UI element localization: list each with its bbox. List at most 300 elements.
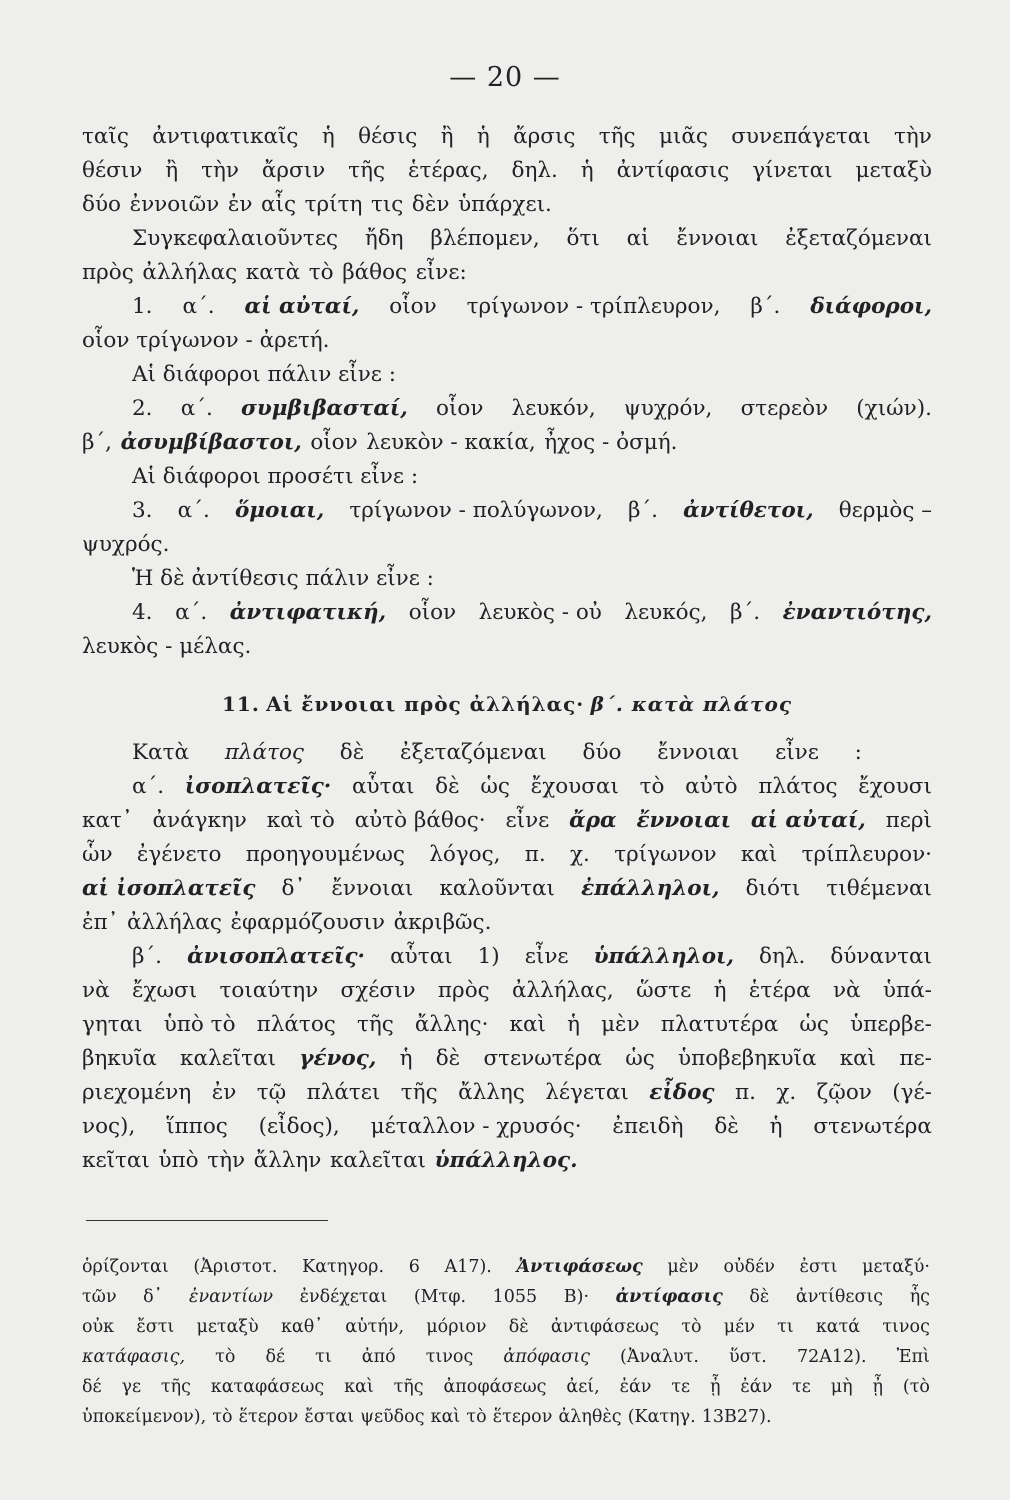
text-line xyxy=(82,906,932,940)
word: Α17). xyxy=(444,1257,492,1277)
word: (εἶδος), xyxy=(258,1114,340,1139)
word: ἡ xyxy=(769,1114,783,1139)
word: λέγεται xyxy=(545,1080,629,1105)
subheading-text: Ἡ δὲ ἀντίθεσις πάλιν εἶνε : xyxy=(132,566,434,591)
word: κατά xyxy=(815,1317,861,1337)
item-letter: β΄. xyxy=(750,294,781,319)
word: 1055 xyxy=(492,1287,538,1307)
word: ἐφαρμόζουσιν xyxy=(230,910,385,935)
word: Κατηγορ. xyxy=(302,1257,385,1277)
word: μόριον xyxy=(426,1317,487,1337)
term: Ἀντιφάσεως xyxy=(516,1257,643,1277)
item-letter: α΄. xyxy=(177,498,210,523)
word: τὸ xyxy=(639,774,665,799)
list-item-4 xyxy=(82,596,932,630)
word: (γέ- xyxy=(892,1080,932,1105)
footnote-line xyxy=(82,1252,930,1282)
list-item-2 xyxy=(82,392,932,426)
item-letter: β΄. xyxy=(730,600,761,625)
word: ὕστ. xyxy=(729,1347,767,1367)
word: γίνεται xyxy=(752,158,833,183)
word: ἔννοιαι xyxy=(676,226,759,251)
word: ἔννοιαι xyxy=(657,740,740,765)
word: ἄρσιν xyxy=(261,158,326,183)
word: ὡς xyxy=(799,1012,829,1037)
term: ὑπάλληλοι, xyxy=(593,944,734,969)
text-line xyxy=(82,222,932,256)
word: ἢ xyxy=(440,124,454,149)
word: καὶ xyxy=(740,842,778,867)
word: ἔχουσι xyxy=(858,774,932,799)
word: τῆς xyxy=(393,1377,424,1397)
word: καλεῖται xyxy=(180,1046,277,1071)
word: (Μτφ. xyxy=(413,1287,467,1307)
word: μεταξὺ xyxy=(855,158,932,183)
word: ἀπό xyxy=(361,1347,396,1367)
word: μὲν xyxy=(601,1012,640,1037)
word: ὑπὸ xyxy=(158,1148,199,1173)
word: ἀντίφασις xyxy=(616,158,730,183)
footnote-line xyxy=(82,1312,930,1342)
term: ἀντιφατική, xyxy=(229,600,387,625)
word: οἷον xyxy=(310,430,358,455)
section-subtitle: β΄. κατὰ πλάτος xyxy=(590,692,793,716)
word: τε xyxy=(792,1377,811,1397)
word: ἐάν xyxy=(619,1377,652,1397)
word: κεῖται xyxy=(82,1148,150,1173)
example: ἦχος - ὀσμή. xyxy=(544,430,678,455)
word: ψυχρόν, xyxy=(623,396,713,421)
item-number: 1. xyxy=(132,294,153,319)
word: ἄλλην xyxy=(253,1148,322,1173)
text-line xyxy=(82,426,932,460)
example: ψυχρός. xyxy=(82,532,170,557)
word: ζῷον xyxy=(816,1080,872,1105)
main-text xyxy=(82,120,932,1178)
item-number: 3. xyxy=(132,498,153,523)
footnote-line xyxy=(82,1402,930,1432)
word: τι xyxy=(315,1347,332,1367)
word: ὡς xyxy=(625,1046,655,1071)
word: δὲν xyxy=(411,192,450,217)
item-letter: β΄. xyxy=(132,944,163,969)
word: καταφάσεως xyxy=(210,1377,325,1397)
word: πλάτος xyxy=(256,1012,336,1037)
word: θέσις xyxy=(358,124,418,149)
word: πλατυτέρα xyxy=(660,1012,779,1037)
term: ὑπάλληλος. xyxy=(434,1148,578,1173)
text-line xyxy=(82,974,932,1008)
word: (Ἀριστοτ. xyxy=(193,1257,278,1277)
word: πλάτει xyxy=(306,1080,381,1105)
word: κατὰ xyxy=(245,260,301,285)
word: 13Β27). xyxy=(701,1407,772,1427)
text-line xyxy=(82,736,932,770)
word: πε- xyxy=(899,1046,932,1071)
word: πλάτος xyxy=(758,774,838,799)
word: συνεπάγεται xyxy=(731,124,871,149)
word: ἑτέρα xyxy=(748,978,811,1003)
word: ἀντιφάσεως xyxy=(550,1317,660,1337)
word: Β)· xyxy=(563,1287,590,1307)
word: ὑπὸ τὸ xyxy=(163,1012,236,1037)
word: μέν xyxy=(723,1317,755,1337)
word: δὲ xyxy=(714,1114,739,1139)
word: ἔχουσαι xyxy=(530,774,619,799)
term: ἐπάλληλοι, xyxy=(581,876,720,901)
word: εἶνε: xyxy=(415,260,467,285)
example: λευκὸς - μέλας. xyxy=(82,634,252,659)
word: οἷον xyxy=(389,294,437,319)
word: στενωτέρα xyxy=(813,1114,932,1139)
word: τὴν xyxy=(207,1148,246,1173)
word: π. xyxy=(524,842,546,867)
word: γηται xyxy=(82,1012,143,1037)
word: καὶ xyxy=(509,1012,546,1037)
term: κατάφασις, xyxy=(82,1347,186,1367)
word: δὲ xyxy=(339,740,365,765)
word: ὅτι xyxy=(566,226,600,251)
word: δ᾽ xyxy=(143,1287,163,1307)
word: 72Α12). xyxy=(796,1347,867,1367)
word: (χιών). xyxy=(856,396,932,421)
word: ταῖς xyxy=(82,124,129,149)
word: ἀεί, xyxy=(566,1377,600,1397)
item-number: 2. xyxy=(132,396,153,421)
term: ἰσοπλατεῖς· xyxy=(184,774,332,799)
word: στερεὸν xyxy=(740,396,829,421)
word: δὲ xyxy=(435,774,460,799)
page-number: — 20 — xyxy=(449,62,561,93)
word: ἄρσις xyxy=(513,124,576,149)
footnote-divider xyxy=(86,1220,328,1221)
word: ἐξεταζόμεναι xyxy=(785,226,932,251)
text-line xyxy=(82,872,932,906)
word: ἀλλήλας xyxy=(127,910,222,935)
word: ὡς xyxy=(480,774,510,799)
word: ἐν xyxy=(227,192,253,217)
word: μεταξύ· xyxy=(862,1257,930,1277)
example: τρίγωνον - πολύγωνον, xyxy=(349,498,603,523)
word: ἵππος xyxy=(166,1114,228,1139)
word: πρὸς xyxy=(82,260,134,285)
word: τι xyxy=(777,1317,794,1337)
word: ἡ xyxy=(567,1012,580,1037)
example: θερμὸς – xyxy=(838,498,932,523)
word: ἢ xyxy=(165,158,179,183)
word: δηλ. xyxy=(511,158,558,183)
word: μὴ xyxy=(830,1377,853,1397)
word: καὶ xyxy=(344,1377,374,1397)
text-line xyxy=(82,940,932,974)
word: αἱ xyxy=(626,226,650,251)
word: μὲν xyxy=(667,1257,699,1277)
word: ὑπάρχει. xyxy=(458,192,552,217)
section-heading xyxy=(82,664,932,736)
term: πλάτος xyxy=(224,740,304,765)
word: περὶ xyxy=(885,808,932,833)
text-line xyxy=(82,630,932,664)
subheading-text: Αἱ διάφοροι προσέτι εἶνε : xyxy=(132,464,419,489)
footnote-line xyxy=(82,1282,930,1312)
word: ἀντιφατικαῖς xyxy=(152,124,299,149)
word: τὸ xyxy=(308,260,334,285)
word: Συγκεφαλαιοῦντες xyxy=(132,226,339,251)
term: ἀντίφασις xyxy=(615,1287,723,1307)
word: χ. xyxy=(776,1080,797,1105)
word: ὁρίζονται xyxy=(82,1257,169,1277)
word: γε xyxy=(121,1377,142,1397)
word: τὴν xyxy=(894,124,932,149)
term: ἀσυμβίβαστοι, xyxy=(120,430,302,455)
subheading-text: Αἱ διάφοροι πάλιν εἶνε : xyxy=(132,362,396,387)
word: ἀλλήλας, xyxy=(512,978,614,1003)
word: δὲ xyxy=(508,1317,529,1337)
word: τοιαύτην xyxy=(219,978,319,1003)
word: εἶνε xyxy=(524,944,569,969)
text-line xyxy=(82,1110,932,1144)
word: τινος xyxy=(425,1347,474,1367)
word: δέ xyxy=(265,1347,286,1367)
item-letter: β΄, xyxy=(82,430,113,455)
term: ἔννοιαι xyxy=(636,808,732,833)
item-letter: β΄. xyxy=(627,498,658,523)
word: τῶν xyxy=(82,1287,117,1307)
term: διάφοροι, xyxy=(810,294,932,319)
word: ἀνάγκην xyxy=(152,808,247,833)
word: καὶ xyxy=(430,1407,461,1427)
word: τῆς xyxy=(356,1012,394,1037)
word: αἷς xyxy=(261,192,297,217)
word: δ᾽ xyxy=(281,876,306,901)
word: οὐδέν xyxy=(723,1257,775,1277)
word: εἶνε xyxy=(775,740,819,765)
word: τινος xyxy=(882,1317,930,1337)
word: δύο xyxy=(82,192,121,217)
word: ἤδη xyxy=(364,226,404,251)
word: δὲ xyxy=(435,1046,461,1071)
text-line xyxy=(82,838,932,872)
word: : xyxy=(854,740,862,765)
word: νὰ xyxy=(832,978,861,1003)
word: ἐστι xyxy=(799,1257,838,1277)
term: αἱ ἰσοπλατεῖς xyxy=(82,876,256,901)
word: τὸ xyxy=(215,1347,236,1367)
word: ὧν xyxy=(82,842,113,867)
word: τις xyxy=(370,192,404,217)
word: εἶνε xyxy=(505,808,550,833)
word: καὶ xyxy=(839,1046,877,1071)
word: τρίπλευρον· xyxy=(801,842,932,867)
term: συμβιβασταί, xyxy=(241,396,408,421)
item-letter: α΄. xyxy=(175,600,208,625)
word: ᾖ xyxy=(872,1377,883,1397)
word: ἐπ᾽ xyxy=(82,910,119,935)
word: ὑπερβε- xyxy=(850,1012,932,1037)
word: οἷον xyxy=(408,600,457,625)
word: ἔσται xyxy=(304,1407,355,1427)
word: τῆς xyxy=(348,158,385,183)
word: (Ἀναλυτ. xyxy=(620,1347,699,1367)
word: ἀληθὲς xyxy=(558,1407,622,1427)
word: διότι xyxy=(745,876,801,901)
section-title: Αἱ ἔννοιαι πρὸς ἀλλήλας· xyxy=(266,692,585,716)
word: ὑπά- xyxy=(882,978,932,1003)
word: ἑτέρας, xyxy=(407,158,489,183)
word: ἐξεταζόμεναι xyxy=(400,740,547,765)
word: τρίτη xyxy=(304,192,363,217)
word: τὸ xyxy=(681,1317,702,1337)
word: τῆς xyxy=(400,1080,438,1105)
word: χ. xyxy=(570,842,590,867)
word: ἔχωσι xyxy=(131,978,198,1003)
word: λόγος, xyxy=(429,842,501,867)
word: τρίγωνον xyxy=(614,842,717,867)
word: οἷον xyxy=(436,396,484,421)
word: ἐάν xyxy=(740,1377,773,1397)
word: οὐκ xyxy=(82,1317,115,1337)
section-number: 11. xyxy=(221,692,260,716)
word: ἄλλης· xyxy=(414,1012,489,1037)
word: ἡ xyxy=(476,124,490,149)
term: ἀντίθετοι, xyxy=(683,498,814,523)
text-line xyxy=(82,120,932,154)
list-item-3 xyxy=(82,494,932,528)
text-line xyxy=(82,1042,932,1076)
word: καθ᾽ xyxy=(280,1317,323,1337)
word: μεταξὺ xyxy=(196,1317,259,1337)
word: ἔννοιαι xyxy=(331,876,414,901)
text-line xyxy=(82,770,932,804)
word: βάθος xyxy=(342,260,408,285)
word: Κατὰ xyxy=(132,740,189,765)
word: 1) xyxy=(477,944,500,969)
word: θέσιν xyxy=(82,158,143,183)
text-line xyxy=(82,154,932,188)
word: αὑτήν, xyxy=(345,1317,405,1337)
term: ἐναντίων xyxy=(189,1287,273,1307)
footnote-line xyxy=(82,1372,930,1402)
word: ὥστε xyxy=(636,978,692,1003)
word: ριεχομένη xyxy=(82,1080,192,1105)
text-line xyxy=(82,358,932,392)
footnote-line xyxy=(82,1342,930,1372)
word: καλοῦνται xyxy=(439,876,555,901)
word: αὗται xyxy=(390,944,453,969)
word: ἀντίθεσις xyxy=(795,1287,884,1307)
word: ἡ xyxy=(321,124,335,149)
text-line xyxy=(82,528,932,562)
word: ἐγένετο xyxy=(136,842,222,867)
list-item-1 xyxy=(82,290,932,324)
word: τῆς xyxy=(160,1377,191,1397)
word: καὶ τὸ xyxy=(266,808,335,833)
word: Ἐπὶ xyxy=(896,1347,930,1367)
item-letter: α΄. xyxy=(132,774,165,799)
term: ὅμοιαι, xyxy=(234,498,325,523)
word: ᾖ xyxy=(709,1377,721,1397)
word: (τὸ xyxy=(902,1377,930,1397)
text-line xyxy=(82,1008,932,1042)
word: τὸ xyxy=(212,1407,233,1427)
item-letter: α΄. xyxy=(182,294,215,319)
word: δηλ. xyxy=(759,944,806,969)
word: ἀκριβῶς. xyxy=(393,910,492,935)
word: ἕτερον xyxy=(238,1407,299,1427)
word: ψεῦδος xyxy=(360,1407,425,1427)
word: πρὸς xyxy=(437,978,490,1003)
word: στενωτέρα xyxy=(483,1046,602,1071)
word: 6 xyxy=(408,1257,420,1277)
word: τὴν xyxy=(201,158,239,183)
word: ἐννοιῶν xyxy=(129,192,220,217)
word: λευκόν, xyxy=(511,396,596,421)
word: π. xyxy=(734,1080,756,1105)
word: ἐπειδὴ xyxy=(612,1114,684,1139)
example: τρίγωνον - τρίπλευρον, xyxy=(466,294,721,319)
item-letter: α΄. xyxy=(180,396,213,421)
word: μέταλλον - χρυσός· xyxy=(370,1114,582,1139)
text-line xyxy=(82,1076,932,1110)
example: λευκὸν - κακία, xyxy=(366,430,536,455)
item-number: 4. xyxy=(132,600,153,625)
word: τῷ xyxy=(256,1080,287,1105)
word: ἔστι xyxy=(136,1317,175,1337)
word: μιᾶς xyxy=(658,124,708,149)
word: βλέπομεν, xyxy=(430,226,540,251)
word: ὑποβεβηκυῖα xyxy=(678,1046,817,1071)
word: ἐν xyxy=(211,1080,237,1105)
word: τῆς xyxy=(598,124,636,149)
word: (Κατηγ. xyxy=(627,1407,696,1427)
word: νος), xyxy=(82,1114,136,1139)
term: γένος, xyxy=(299,1046,377,1071)
word: ἐνδέχεται xyxy=(299,1287,388,1307)
word: δύο xyxy=(582,740,622,765)
text-line xyxy=(82,1144,932,1178)
word: ἀλλήλας xyxy=(142,260,238,285)
text-line xyxy=(82,256,932,290)
term: ἀνισοπλατεῖς· xyxy=(187,944,366,969)
word: ἕτερον xyxy=(492,1407,553,1427)
text-line xyxy=(82,324,932,358)
word: ἡ xyxy=(399,1046,413,1071)
word: καλεῖται xyxy=(329,1148,426,1173)
term: ἄρα xyxy=(569,808,617,833)
footnote xyxy=(82,1252,930,1432)
word: προηγουμένως xyxy=(245,842,405,867)
word: τιθέμεναι xyxy=(826,876,932,901)
word: ἧς xyxy=(909,1287,930,1307)
word: ἡ xyxy=(580,158,594,183)
text-line xyxy=(82,562,932,596)
word: ἡ xyxy=(713,978,727,1003)
term: αἱ αὐταί, xyxy=(244,294,360,319)
word: ὑποκείμενον), xyxy=(82,1407,207,1427)
term: εἶδος xyxy=(649,1080,715,1105)
example: λευκός, xyxy=(624,600,708,625)
word: αὐτὸ βάθος· xyxy=(354,808,486,833)
word: ἄλλης xyxy=(458,1080,525,1105)
text-line xyxy=(82,460,932,494)
text-line xyxy=(82,188,932,222)
term: ἐναντιότης, xyxy=(782,600,932,625)
word: τὸ xyxy=(466,1407,487,1427)
term: ἀπόφασις xyxy=(503,1347,590,1367)
word: νὰ xyxy=(82,978,110,1003)
word: αὐτὸ xyxy=(685,774,738,799)
word: δὲ xyxy=(749,1287,770,1307)
